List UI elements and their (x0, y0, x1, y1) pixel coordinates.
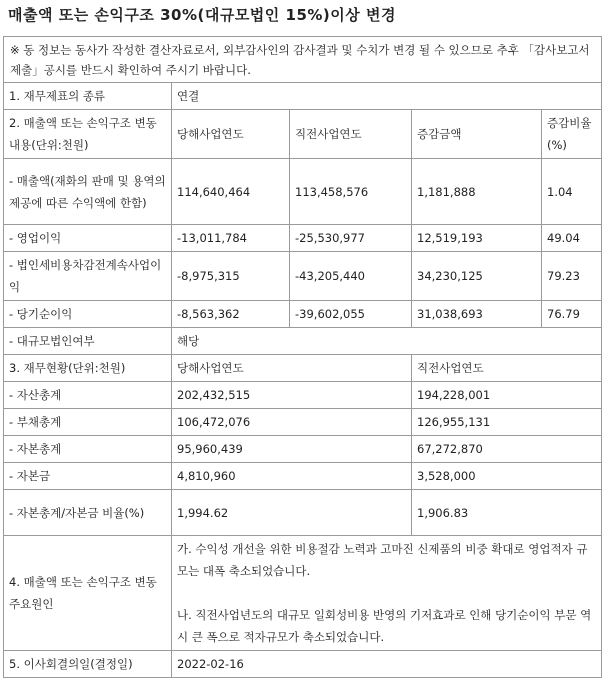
cell-current: -8,563,362 (172, 301, 290, 328)
table-row (4, 436, 602, 463)
reason-label: 4. 매출액 또는 손익구조 변동 주요원인 (4, 536, 172, 651)
change-header-row (4, 110, 602, 159)
board-date-label: 5. 이사회결의일(결정일) (4, 651, 172, 678)
cell-current: 202,432,515 (172, 382, 412, 409)
change-header-label: 2. 매출액 또는 손익구조 변동내용(단위:천원) (4, 110, 172, 159)
fin-header-label: 3. 재무현황(단위:천원) (4, 355, 172, 382)
cell-previous: 1,906.83 (412, 490, 602, 536)
fs-type-value: 연결 (172, 83, 602, 110)
cell-rate: 76.79 (542, 301, 602, 328)
cell-previous: -43,205,440 (290, 252, 412, 301)
fin-col-previous: 직전사업연도 (412, 355, 602, 382)
table-row (4, 252, 602, 301)
cell-rate: 49.04 (542, 225, 602, 252)
col-change: 증감금액 (412, 110, 542, 159)
fs-type-label: 1. 재무제표의 종류 (4, 83, 172, 110)
col-rate: 증감비율(%) (542, 110, 602, 159)
cell-current: 1,994.62 (172, 490, 412, 536)
row-label: - 부채총계 (4, 409, 172, 436)
table-row (4, 159, 602, 225)
board-date-value: 2022-02-16 (172, 651, 602, 678)
row-label: - 자본총계/자본금 비율(%) (4, 490, 172, 536)
cell-previous: 126,955,131 (412, 409, 602, 436)
table-row (4, 490, 602, 536)
cell-previous: 67,272,870 (412, 436, 602, 463)
cell-change: 12,519,193 (412, 225, 542, 252)
cell-previous: 113,458,576 (290, 159, 412, 225)
col-current: 당해사업연도 (172, 110, 290, 159)
table-row (4, 463, 602, 490)
cell-change: 34,230,125 (412, 252, 542, 301)
cell-current: -8,975,315 (172, 252, 290, 301)
disclosure-table (3, 36, 602, 678)
reason-text (172, 536, 602, 651)
col-previous: 직전사업연도 (290, 110, 412, 159)
row-label: - 매출액(재화의 판매 및 용역의 제공에 따른 수익액에 한함) (4, 159, 172, 225)
row-label: - 영업이익 (4, 225, 172, 252)
reason-para-2: 나. 직전사업년도의 대규모 일회성비용 반영의 기저효과로 인해 당기순이익 부문 역시 큰 폭으로 적자규모가 축소되었습니다. (177, 608, 592, 644)
cell-current: 114,640,464 (172, 159, 290, 225)
cell-previous: -39,602,055 (290, 301, 412, 328)
table-row (4, 225, 602, 252)
cell-rate: 79.23 (542, 252, 602, 301)
cell-previous: 3,528,000 (412, 463, 602, 490)
cell-previous: 194,228,001 (412, 382, 602, 409)
row-label: - 자본총계 (4, 436, 172, 463)
cell-previous: -25,530,977 (290, 225, 412, 252)
table-row (4, 409, 602, 436)
cell-current: -13,011,784 (172, 225, 290, 252)
cell-current: 4,810,960 (172, 463, 412, 490)
reason-para-1: 가. 수익성 개선을 위한 비용절감 노력과 고마진 신제품의 비중 확대로 영업적자 규모는 대폭 축소되었습니다. (177, 542, 588, 578)
large-corp-label: - 대규모법인여부 (4, 328, 172, 355)
reason-spacer (177, 582, 596, 604)
row-label: - 당기순이익 (4, 301, 172, 328)
cell-change: 1,181,888 (412, 159, 542, 225)
notice-text: ※ 동 정보는 동사가 작성한 결산자료로서, 외부감사인의 감사결과 및 수치가 변경 될 수 있으므로 추후 「감사보고서 제출」공시를 반드시 확인하여 주시기 바랍니다. (4, 37, 602, 83)
cell-change: 31,038,693 (412, 301, 542, 328)
fin-col-current: 당해사업연도 (172, 355, 412, 382)
row-label: - 자본금 (4, 463, 172, 490)
table-row (4, 382, 602, 409)
cell-current: 106,472,076 (172, 409, 412, 436)
large-corp-value: 해당 (172, 328, 602, 355)
page-title: 매출액 또는 손익구조 30%(대규모법인 15%)이상 변경 (8, 6, 396, 24)
row-label: - 자산총계 (4, 382, 172, 409)
fin-header-row (4, 355, 602, 382)
cell-current: 95,960,439 (172, 436, 412, 463)
table-row (4, 301, 602, 328)
cell-rate: 1.04 (542, 159, 602, 225)
row-label: - 법인세비용차감전계속사업이익 (4, 252, 172, 301)
